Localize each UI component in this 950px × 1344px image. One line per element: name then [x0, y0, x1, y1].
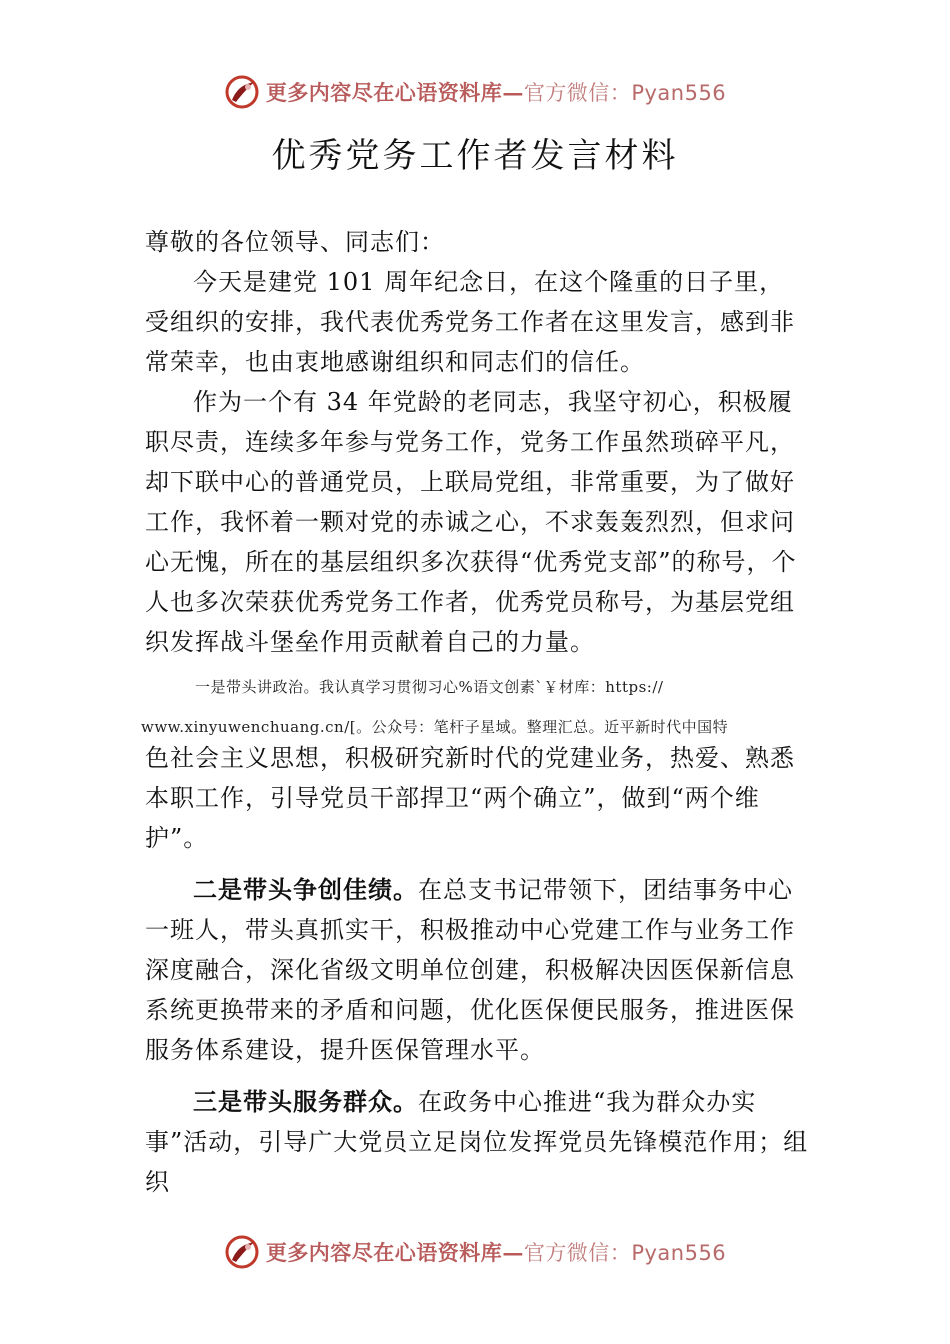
banner-text: 更多内容尽在心语资料库—官方微信：Pyan556	[265, 1240, 727, 1265]
watermark-line-2: www.xinyuwenchuang.cn/[。公众号：笔杆子星域。整理汇总。近平新时代中国特	[141, 718, 729, 736]
header-banner	[0, 72, 950, 112]
paragraph-4-heading: 二是带头争创佳绩。	[193, 876, 418, 904]
paragraph-4-body: 在总支书记带领下，团结事务中心一班人，带头真抓实干，积极推动中心党建工作与业务工作深度融合，深化省级文明单位创建，积极解决因医保新信息系统更换带来的矛盾和问题，优化医保便民服务，推进医保服务体系建设，提升医保管理水平。	[145, 876, 795, 1064]
paragraph-1: 今天是建党 101 周年纪念日，在这个隆重的日子里，受组织的安排，我代表优秀党务工作者在这里发言，感到非常荣幸，也由衷地感谢组织和同志们的信任。	[145, 268, 795, 376]
paragraph-3-continued: 色社会主义思想，积极研究新时代的党建业务，热爱、熟悉本职工作，引导党员干部捍卫“两个确立”，做到“两个维护”。	[145, 744, 795, 852]
paragraph-5-body: 在政务中心推进“我为群众办实事”活动，引导广大党员立足岗位发挥党员先锋模范作用；组织	[145, 1088, 809, 1196]
seal-logo-icon	[224, 1234, 260, 1270]
paragraph-2: 作为一个有 34 年党龄的老同志，我坚守初心，积极履职尽责，连续多年参与党务工作，党务工作虽然琐碎平凡，却下联中心的普通党员，上联局党组，非常重要，为了做好工作，我怀着一颗对党的赤诚之心，不求轰轰烈烈，但求问心无愧，所在的基层组织多次获得“优秀党支部”的称号，个人也多次荣获优秀党务工作者，优秀党员称号，为基层党组织发挥战斗堡垒作用贡献着自己的力量。	[145, 388, 797, 656]
document-body	[141, 222, 809, 1202]
watermark-line-1: 一是带头讲政治。我认真学习贯彻习心%语文创素`￥材库：https://	[195, 678, 664, 696]
banner-text: 更多内容尽在心语资料库—官方微信：Pyan556	[265, 80, 727, 105]
paragraph-5	[145, 1082, 809, 1202]
seal-logo-icon	[224, 74, 260, 110]
paragraph-5-heading: 三是带头服务群众。	[193, 1088, 418, 1116]
paragraph-4	[145, 870, 809, 1070]
salutation: 尊敬的各位领导、同志们：	[145, 228, 445, 256]
footer-banner	[0, 1232, 950, 1272]
document-title: 优秀党务工作者发言材料	[271, 136, 679, 176]
